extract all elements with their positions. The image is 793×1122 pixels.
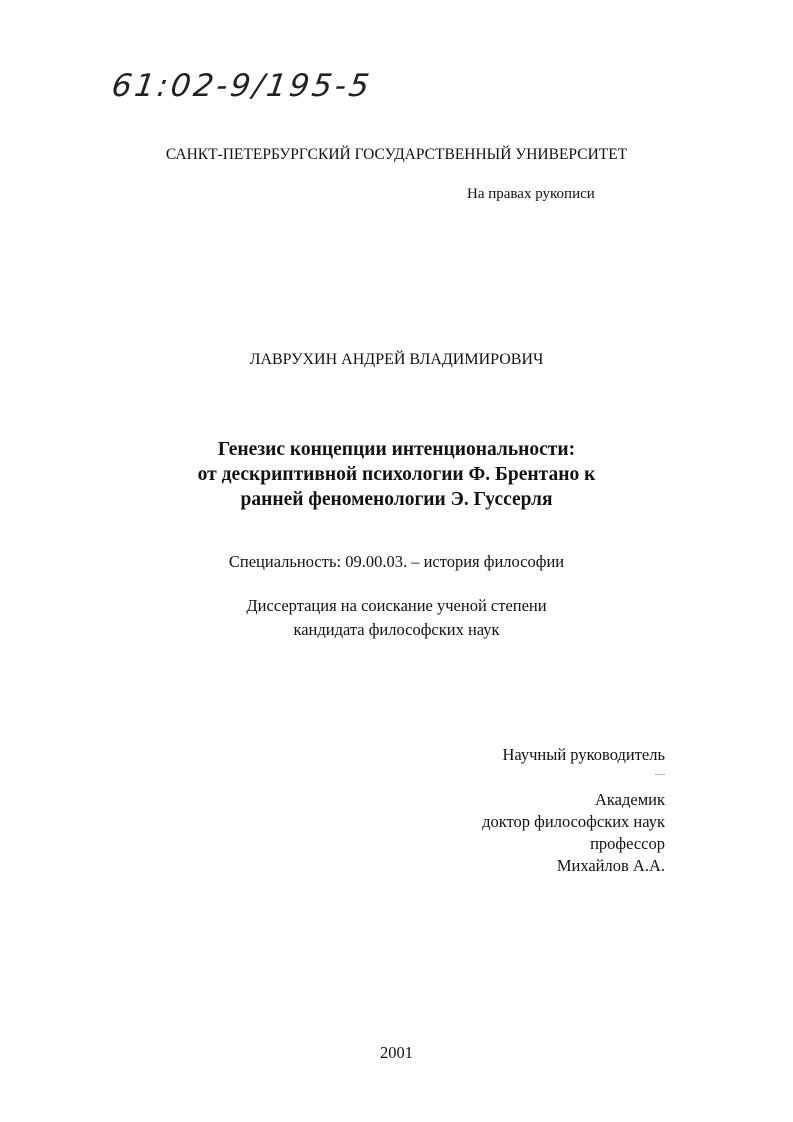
thesis-title-line-2: от дескриптивной психологии Ф. Брентано к xyxy=(197,464,596,485)
supervisor-degree: доктор философских наук xyxy=(482,812,665,831)
dissertation-line-1: Диссертация на соискание ученой степени xyxy=(246,596,547,615)
supervisor-name: Михайлов А.А. xyxy=(556,856,665,875)
thesis-title-line-1: Генезис концепции интенциональности: xyxy=(217,439,576,460)
supervisor-dash: — xyxy=(655,769,665,780)
supervisor-title: Академик xyxy=(594,790,665,809)
specialty: Специальность: 09.00.03. – история философии xyxy=(228,552,565,571)
supervisor-rank: профессор xyxy=(590,834,665,853)
author-name: ЛАВРУХИН АНДРЕЙ ВЛАДИМИРОВИЧ xyxy=(249,351,544,368)
dissertation-line-2: кандидата философских наук xyxy=(293,620,500,639)
supervisor-label: Научный руководитель xyxy=(502,745,665,764)
manuscript-rights-note: На правах рукописи xyxy=(467,186,595,202)
university-name: САНКТ-ПЕТЕРБУРГСКИЙ ГОСУДАРСТВЕННЫЙ УНИВЕРСИТЕТ xyxy=(165,146,628,163)
handwritten-catalog-code: 61:02-9/195-5 xyxy=(109,68,375,104)
thesis-title-line-3: ранней феноменологии Э. Гуссерля xyxy=(240,489,553,510)
year: 2001 xyxy=(380,1043,413,1062)
